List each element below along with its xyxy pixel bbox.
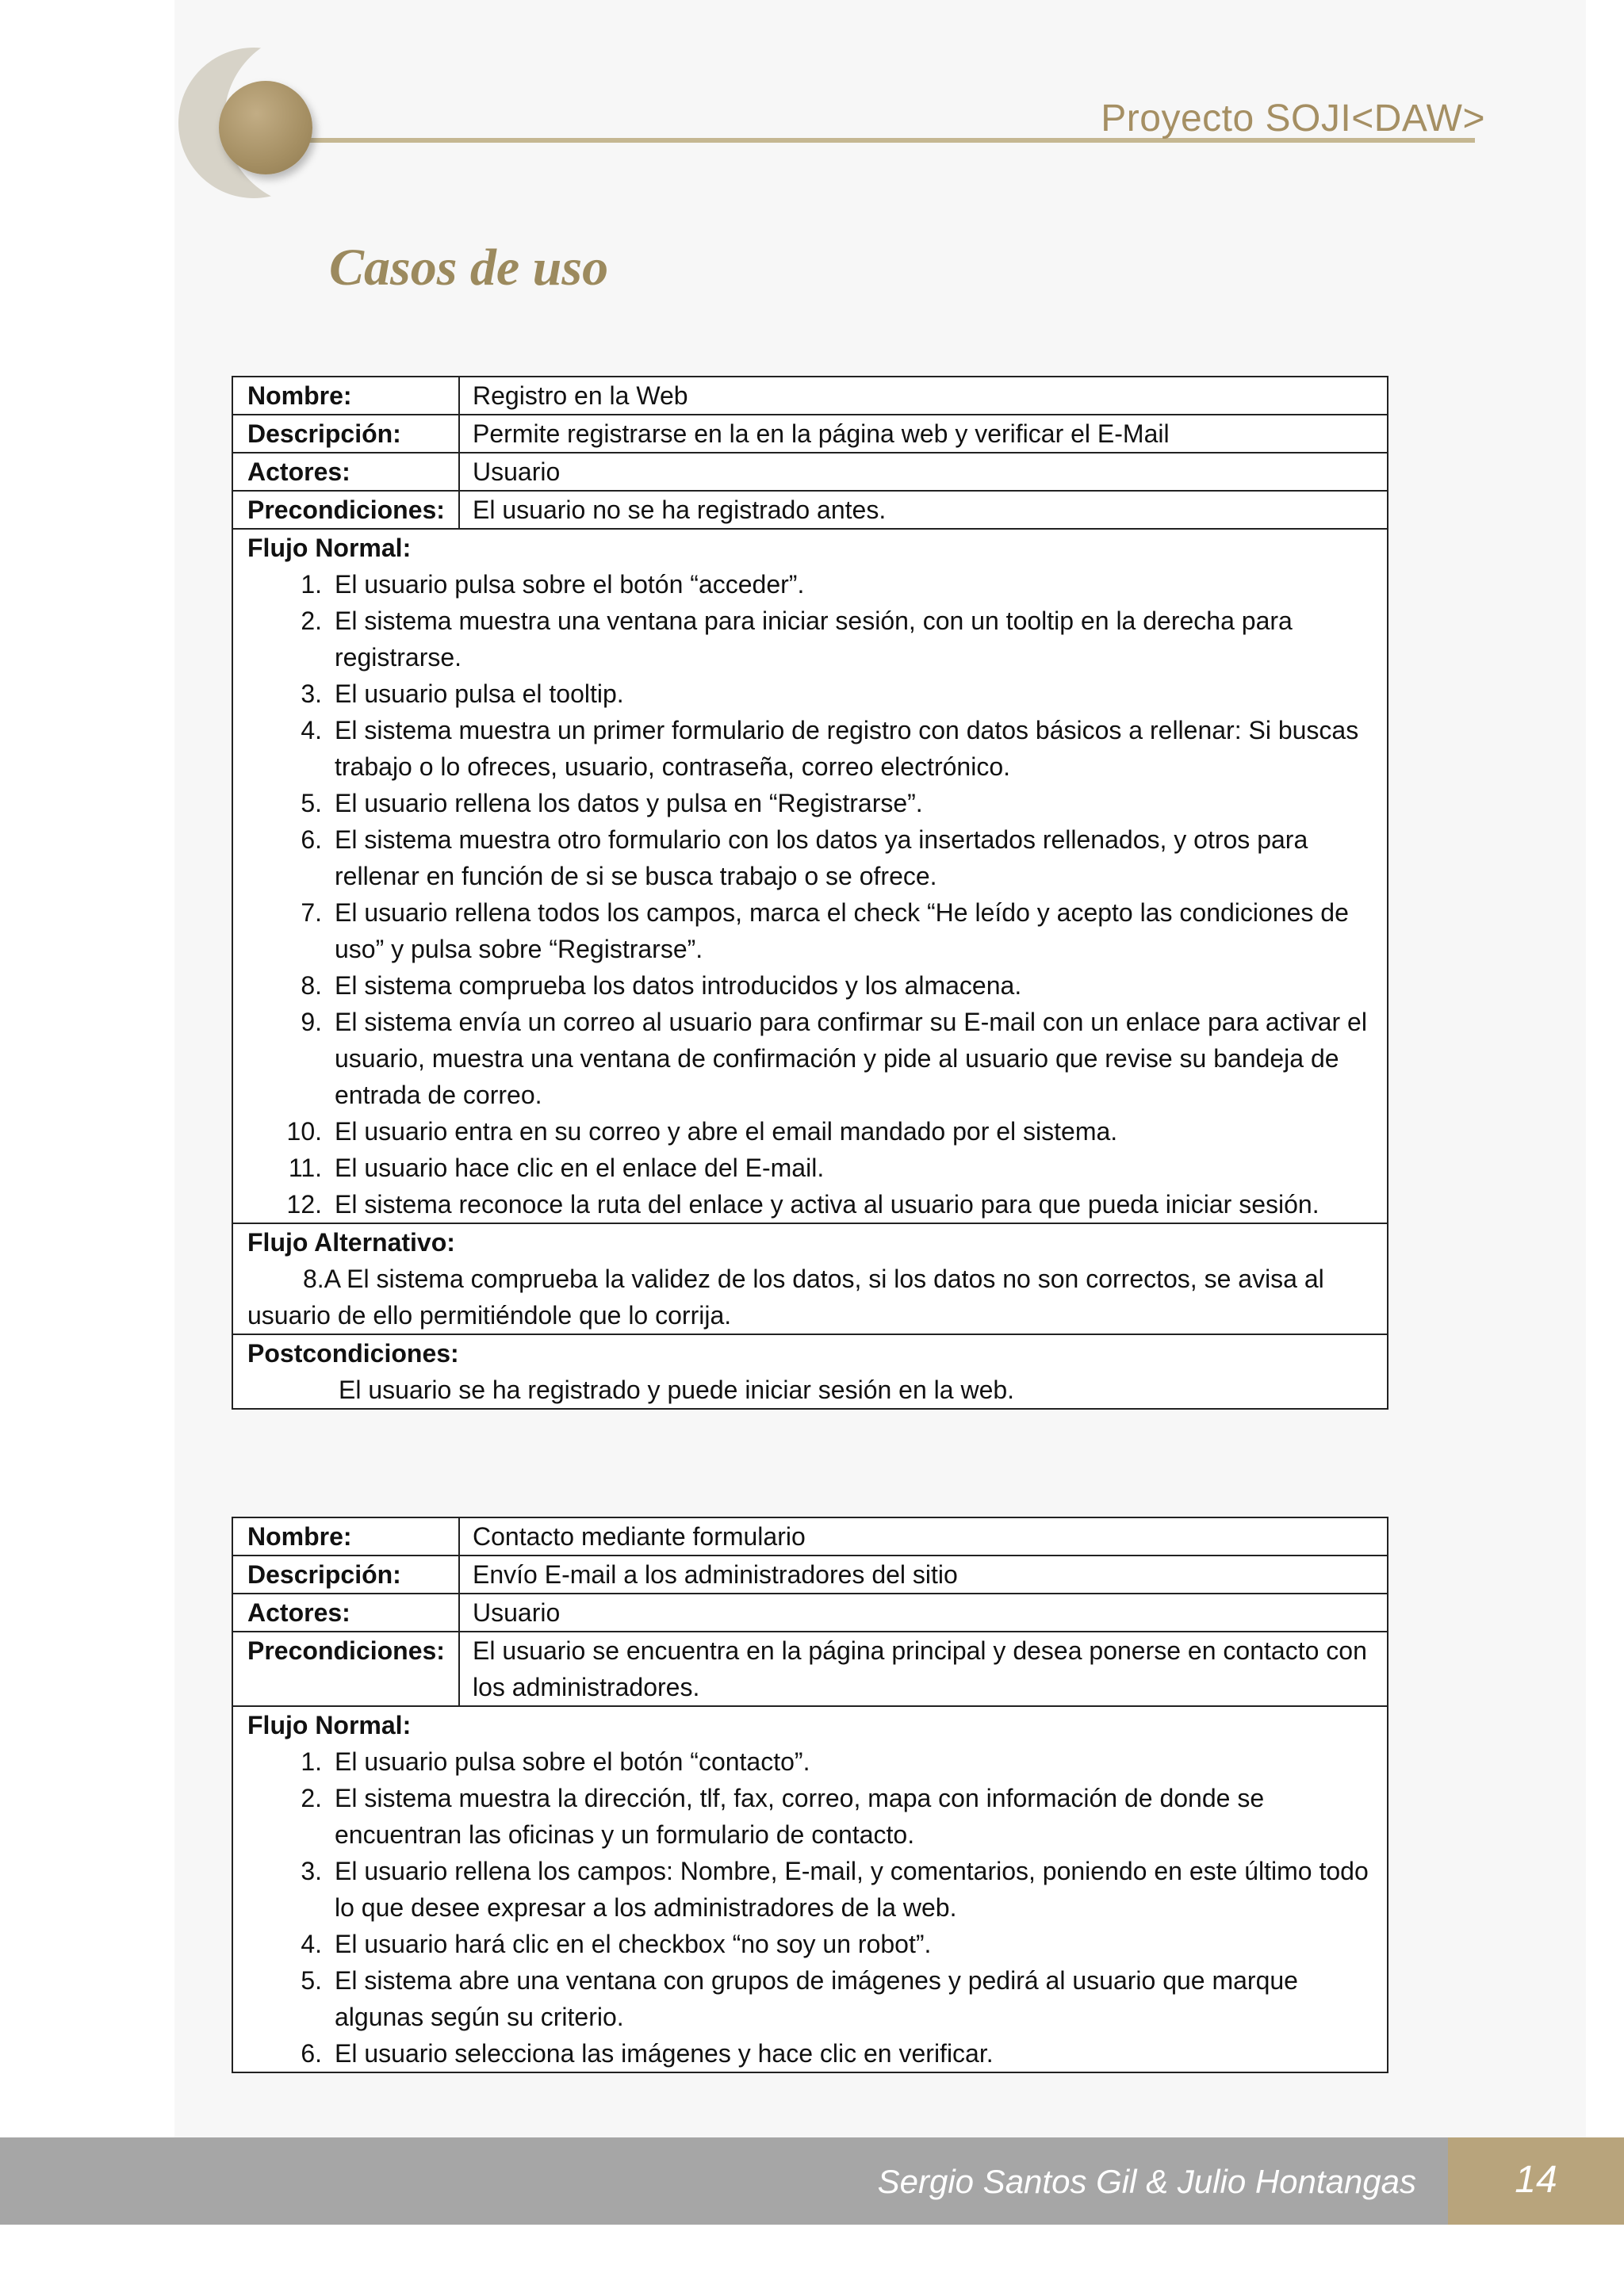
step-number: 3.: [301, 1857, 322, 1885]
step-number: 4.: [301, 716, 322, 744]
list-item: [247, 1113, 1373, 1150]
field-row-actores: [233, 1594, 1387, 1632]
step-text: El sistema muestra otro formulario con los datos ya insertados rellenados, y otros para rellenar en función de si se busca trabajo o se ofrece.: [335, 825, 1308, 890]
list-item: [247, 1926, 1373, 1962]
field-value: El usuario no se ha registrado antes.: [473, 496, 887, 524]
step-number: 4.: [301, 1930, 322, 1958]
step-text: El usuario hará clic en el checkbox “no soy un robot”.: [335, 1930, 932, 1958]
list-item: [247, 967, 1373, 1004]
field-row-nombre: [233, 1518, 1387, 1556]
field-label: Actores:: [233, 1594, 460, 1631]
field-row-precondiciones: [233, 492, 1387, 530]
field-value: Envío E-mail a los administradores del sitio: [473, 1560, 958, 1589]
field-row-precondiciones: [233, 1632, 1387, 1707]
step-number: 5.: [301, 1966, 322, 1995]
flujo-normal-block: [233, 530, 1387, 1224]
field-value: El usuario se encuentra en la página principal y desea ponerse en contacto con los administradores.: [473, 1636, 1367, 1701]
field-label: Precondiciones:: [233, 492, 460, 528]
step-text: El usuario rellena los campos: Nombre, E-mail, y comentarios, poniendo en este último todo lo que desee expresar a los administradores de la web.: [335, 1857, 1369, 1922]
step-text: El usuario entra en su correo y abre el email mandado por el sistema.: [335, 1117, 1118, 1146]
header-title: Proyecto SOJI<DAW>: [1101, 98, 1485, 140]
step-number: 9.: [301, 1008, 322, 1036]
flujo-normal-title: Flujo Normal:: [247, 534, 412, 562]
field-value: Usuario: [473, 457, 561, 486]
step-number: 7.: [301, 898, 322, 927]
list-item: [247, 603, 1373, 675]
step-text: El usuario pulsa sobre el botón “acceder”.: [335, 570, 805, 599]
step-number: 6.: [301, 2039, 322, 2068]
step-text: El usuario pulsa el tooltip.: [335, 679, 624, 708]
list-item: [247, 1780, 1373, 1853]
list-item: [247, 821, 1373, 894]
flujo-alternativo-title: Flujo Alternativo:: [247, 1228, 455, 1257]
list-item: [247, 566, 1373, 603]
list-item: [247, 1853, 1373, 1926]
list-item: [247, 894, 1373, 967]
use-case-table-contacto: [232, 1517, 1388, 2073]
field-row-nombre: [233, 377, 1387, 415]
field-value: Contacto mediante formulario: [473, 1522, 806, 1551]
field-row-descripcion: [233, 415, 1387, 453]
list-item: [247, 675, 1373, 712]
step-number: 11.: [288, 1154, 322, 1182]
list-item: [247, 2035, 1373, 2072]
flujo-alternativo-text: 8.A El sistema comprueba la validez de los datos, si los datos no son correctos, se avisa al usuario de ello permitiéndole que lo corrija.: [247, 1265, 1324, 1330]
postcondiciones-title: Postcondiciones:: [247, 1339, 459, 1368]
list-item: [247, 1004, 1373, 1113]
field-label: Nombre:: [233, 377, 460, 414]
step-number: 12.: [286, 1190, 322, 1219]
field-value: Usuario: [473, 1598, 561, 1627]
step-number: 6.: [301, 825, 322, 854]
list-item: [247, 1150, 1373, 1186]
step-text: El usuario hace clic en el enlace del E-mail.: [335, 1154, 825, 1182]
step-text: El usuario selecciona las imágenes y hace clic en verificar.: [335, 2039, 994, 2068]
list-item: [247, 785, 1373, 821]
header-circle-icon: [219, 81, 312, 174]
step-text: El usuario rellena todos los campos, marca el check “He leído y acepto las condiciones de uso” y pulsa sobre “Registrarse”.: [335, 898, 1349, 963]
field-value: Registro en la Web: [473, 381, 688, 410]
step-text: El usuario rellena los datos y pulsa en “Registrarse”.: [335, 789, 923, 817]
list-item: [247, 1743, 1373, 1780]
step-text: El sistema envía un correo al usuario para confirmar su E-mail con un enlace para activar el usuario, muestra una ventana de confirmación y pide al usuario que revise su bandeja de entrada de correo.: [335, 1008, 1367, 1109]
field-row-actores: [233, 453, 1387, 492]
list-item: [247, 1962, 1373, 2035]
step-number: 10.: [286, 1117, 322, 1146]
step-text: El usuario pulsa sobre el botón “contacto”.: [335, 1747, 810, 1776]
field-label: Precondiciones:: [233, 1632, 460, 1705]
flujo-normal-title: Flujo Normal:: [247, 1711, 412, 1739]
field-label: Descripción:: [233, 1556, 460, 1593]
field-value: Permite registrarse en la en la página web y verificar el E-Mail: [473, 419, 1170, 448]
postcondiciones-block: [233, 1335, 1387, 1408]
step-number: 5.: [301, 789, 322, 817]
step-text: El sistema reconoce la ruta del enlace y activa al usuario para que pueda iniciar sesión.: [335, 1190, 1320, 1219]
field-label: Nombre:: [233, 1518, 460, 1555]
step-number: 3.: [301, 679, 322, 708]
field-label: Descripción:: [233, 415, 460, 452]
step-number: 2.: [301, 1784, 322, 1812]
page-number: 14: [1515, 2159, 1557, 2201]
postcondiciones-text: El usuario se ha registrado y puede iniciar sesión en la web.: [339, 1376, 1015, 1404]
step-number: 1.: [301, 570, 322, 599]
step-text: El sistema muestra un primer formulario de registro con datos básicos a rellenar: Si buscas trabajo o lo ofreces, usuario, contraseña, correo electrónico.: [335, 716, 1359, 781]
footer-author: Sergio Santos Gil & Julio Hontangas: [877, 2163, 1416, 2200]
field-label: Actores:: [233, 453, 460, 490]
flujo-normal-list: [247, 1743, 1373, 2072]
step-text: El sistema muestra una ventana para iniciar sesión, con un tooltip en la derecha para registrarse.: [335, 607, 1293, 672]
flujo-alternativo-block: [233, 1224, 1387, 1335]
step-number: 1.: [301, 1747, 322, 1776]
step-number: 8.: [301, 971, 322, 1000]
list-item: [247, 712, 1373, 785]
step-text: El sistema abre una ventana con grupos de imágenes y pedirá al usuario que marque algunas según su criterio.: [335, 1966, 1298, 2031]
list-item: [247, 1186, 1373, 1223]
step-number: 2.: [301, 607, 322, 635]
section-title: Casos de uso: [329, 239, 609, 297]
step-text: El sistema muestra la dirección, tlf, fax, correo, mapa con información de donde se encuentran las oficinas y un formulario de contacto.: [335, 1784, 1265, 1849]
step-text: El sistema comprueba los datos introducidos y los almacena.: [335, 971, 1022, 1000]
flujo-normal-block: [233, 1707, 1387, 2072]
use-case-table-registro: [232, 376, 1388, 1410]
field-row-descripcion: [233, 1556, 1387, 1594]
flujo-normal-list: [247, 566, 1373, 1223]
